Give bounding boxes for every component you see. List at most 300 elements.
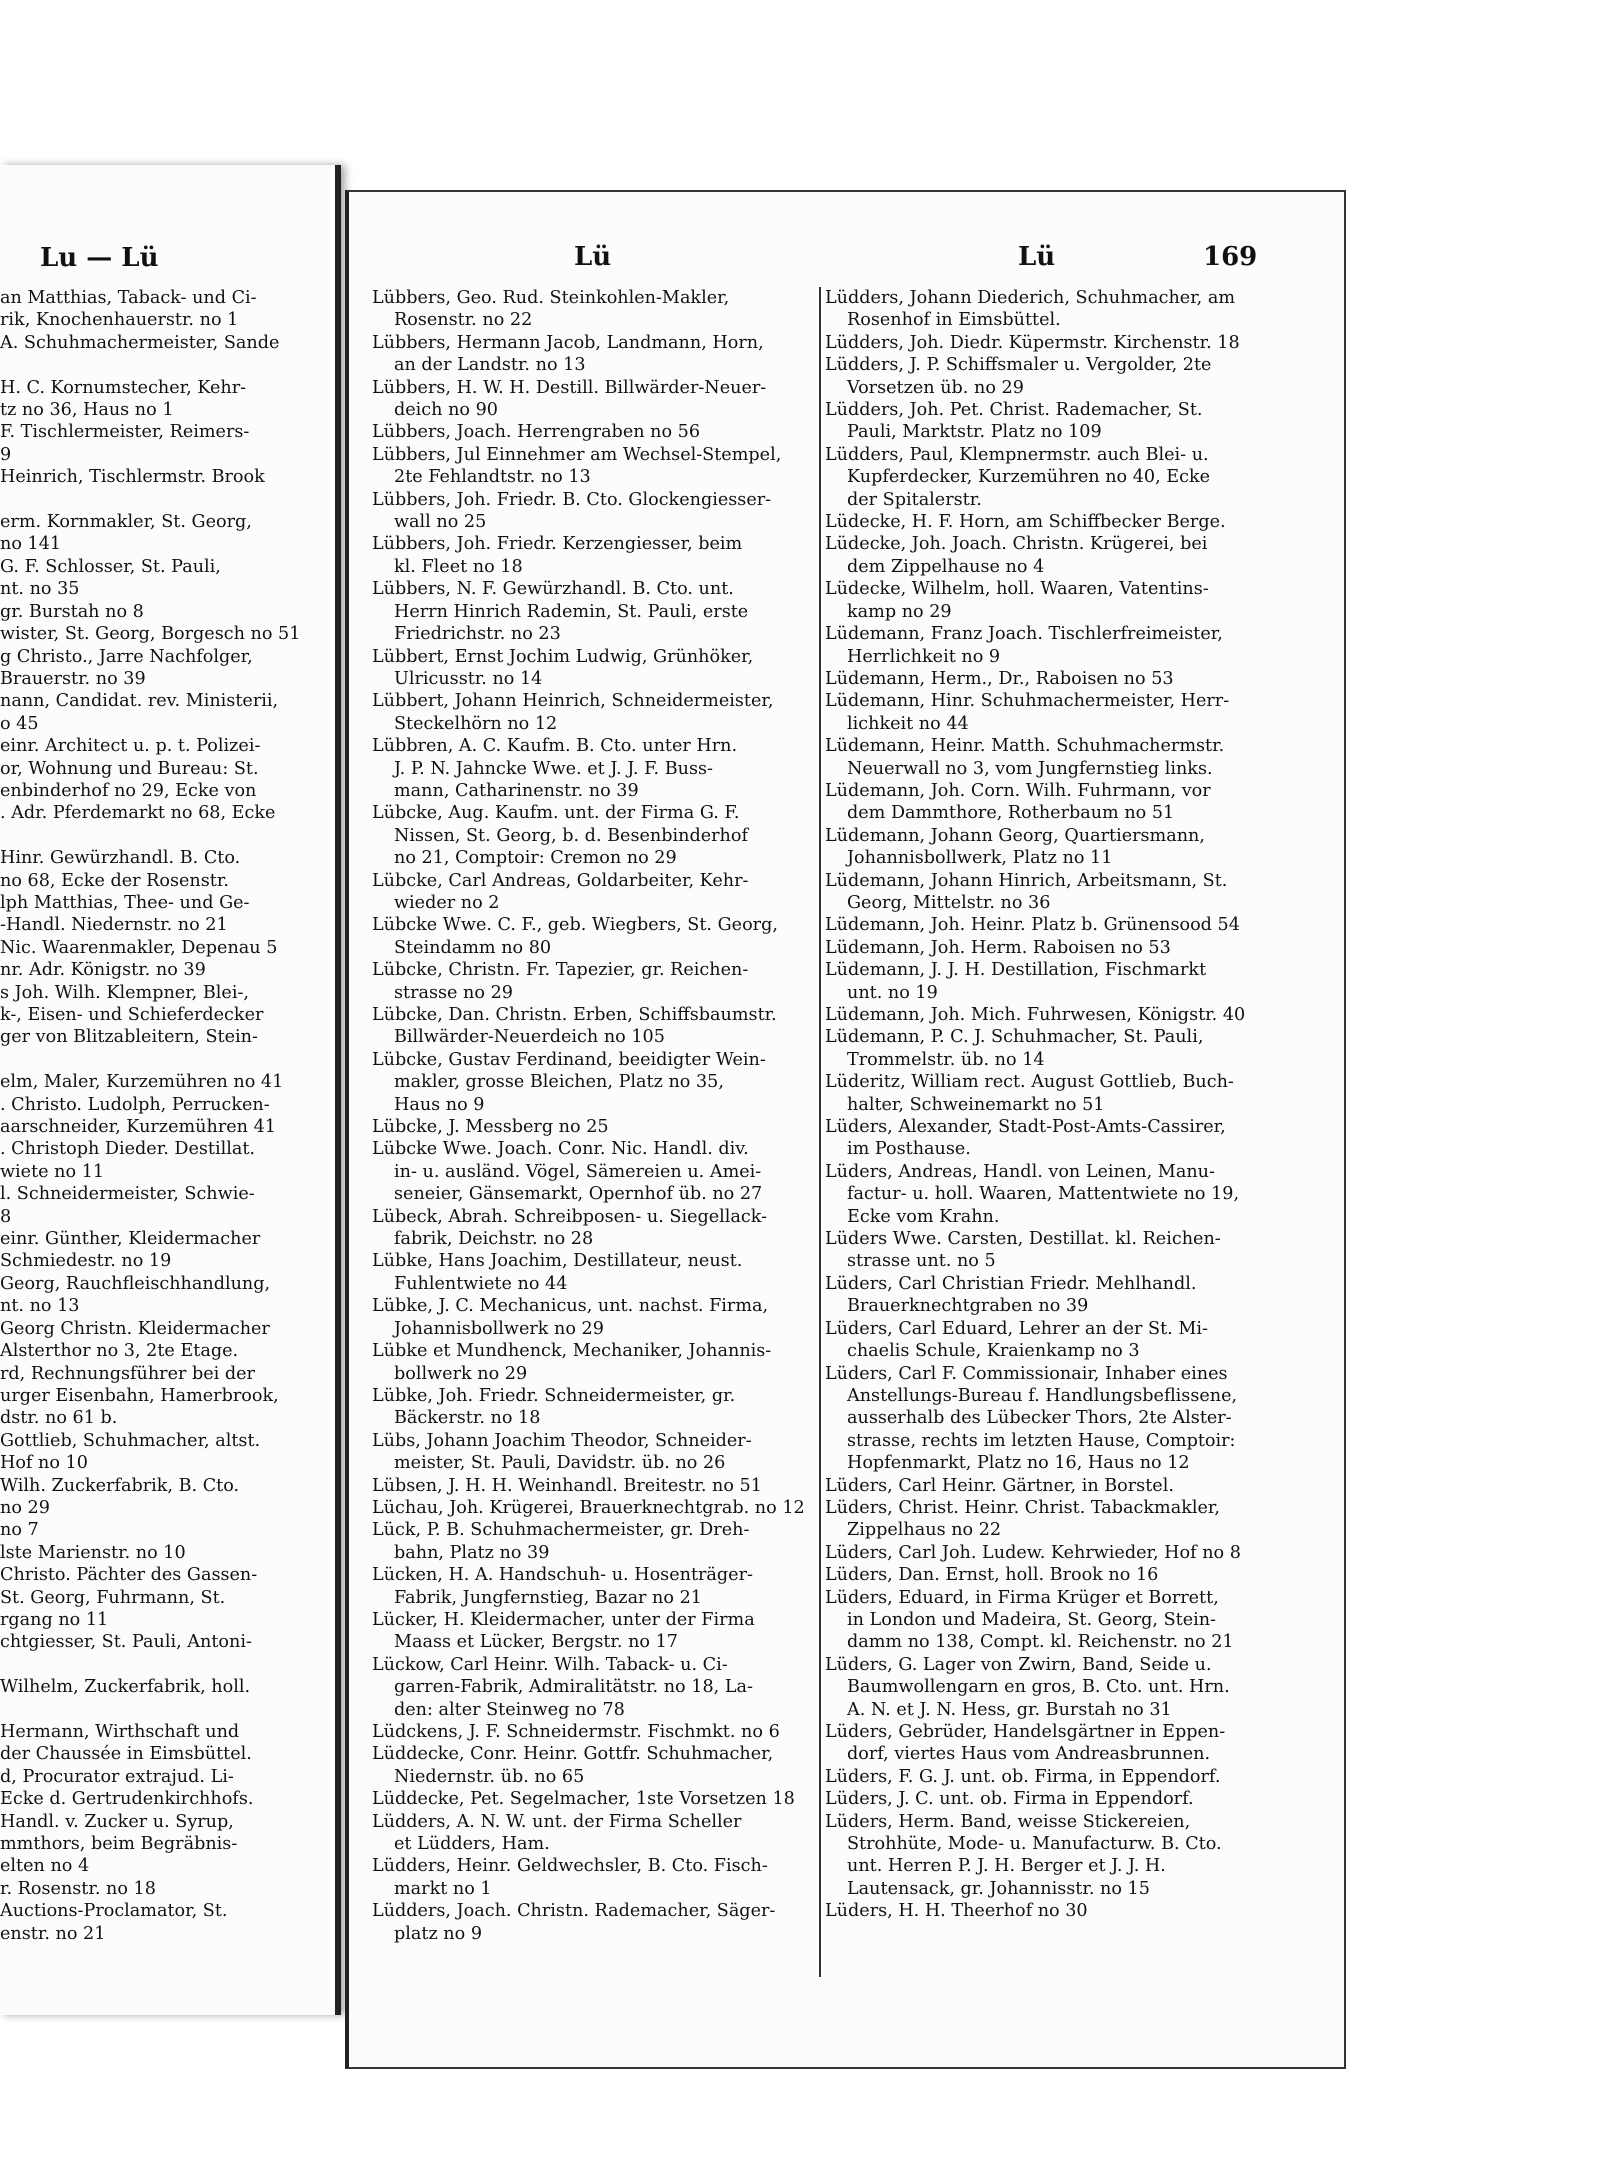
text-line: wiete no 11 <box>0 1161 105 1182</box>
entry-continuation-line: Johannisbollwerk, Platz no 11 <box>847 848 1113 869</box>
entry-continuation-line: Zippelhaus no 22 <box>847 1520 1002 1541</box>
entry-continuation-line: A. N. et J. N. Hess, gr. Burstah no 31 <box>847 1699 1172 1720</box>
directory-entry <box>372 1295 812 1340</box>
entry-name-line: Lückow, Carl Heinr. Wilh. Taback- u. Ci- <box>372 1654 728 1675</box>
entry-name-line: Lüderitz, William rect. August Gottlieb, Buch- <box>825 1072 1234 1093</box>
directory-entry <box>372 1743 812 1788</box>
directory-entry <box>372 959 812 1004</box>
entry-continuation-line: Steckelhörn no 12 <box>394 713 558 734</box>
directory-entry <box>372 1609 812 1654</box>
entry-name-line: Lüders, Christ. Heinr. Christ. Tabackmakler, <box>825 1497 1220 1518</box>
text-line: . Christo. Ludolph, Perrucken- <box>0 1094 270 1115</box>
directory-column-2 <box>825 287 1270 1923</box>
text-line: Georg Christn. Kleidermacher <box>0 1318 270 1339</box>
directory-entry <box>825 959 1270 1004</box>
text-line: nt. no 35 <box>0 579 80 600</box>
entry-name-line: Lüders, Herm. Band, weisse Stickereien, <box>825 1811 1191 1832</box>
text-line: Handl. v. Zucker u. Syrup, <box>0 1811 234 1832</box>
entry-name-line: Lübke et Mundhenck, Mechaniker, Johannis- <box>372 1341 772 1362</box>
directory-entry <box>372 533 812 578</box>
entry-continuation-line: Herrlichkeit no 9 <box>847 646 1001 667</box>
entry-name-line: Lübke, Joh. Friedr. Schneidermeister, gr. <box>372 1385 736 1406</box>
text-line: o 45 <box>0 713 39 734</box>
entry-name-line: Lübbers, Joh. Friedr. B. Cto. Glockengiesser- <box>372 489 772 510</box>
entry-continuation-line: ausserhalb des Lübecker Thors, 2te Alster- <box>847 1408 1232 1429</box>
entry-name-line: Lück, P. B. Schuhmachermeister, gr. Dreh- <box>372 1520 750 1541</box>
entry-name-line: Lüdemann, Johann Hinrich, Arbeitsmann, St. <box>825 870 1228 891</box>
directory-entry <box>372 1206 812 1251</box>
entry-continuation-line: Pauli, Marktstr. Platz no 109 <box>847 422 1102 443</box>
entry-name-line: Lübeck, Abrah. Schreibposen- u. Siegellack- <box>372 1206 768 1227</box>
text-line: nr. Adr. Königstr. no 39 <box>0 960 206 981</box>
column-rule <box>819 287 821 1977</box>
text-line: enstr. no 21 <box>0 1923 106 1944</box>
entry-name-line: Lübcke, Christn. Fr. Tapezier, gr. Reichen- <box>372 960 749 981</box>
entry-name-line: Lübcke, Gustav Ferdinand, beeidigter Wein- <box>372 1049 766 1070</box>
directory-entry <box>825 1004 1270 1026</box>
text-line: G. F. Schlosser, St. Pauli, <box>0 556 221 577</box>
directory-entry <box>825 870 1270 915</box>
entry-name-line: Lüders, J. C. unt. ob. Firma in Eppendorf. <box>825 1789 1194 1810</box>
directory-entry <box>372 489 812 534</box>
text-line <box>0 1049 310 1071</box>
text-line: mmthors, beim Begräbnis- <box>0 1834 238 1855</box>
entry-name-line: Lüders, Dan. Ernst, holl. Brook no 16 <box>825 1565 1159 1586</box>
directory-entry <box>825 1721 1270 1766</box>
entry-continuation-line: makler, grosse Bleichen, Platz no 35, <box>394 1072 724 1093</box>
entry-continuation-line: Anstellungs-Bureau f. Handlungsbeflissene, <box>847 1385 1238 1406</box>
entry-name-line: Lübbers, H. W. H. Destill. Billwärder-Neuer- <box>372 377 767 398</box>
directory-entry <box>825 825 1270 870</box>
text-line: -Handl. Niedernstr. no 21 <box>0 915 228 936</box>
left-page-text <box>0 287 310 1945</box>
text-line: Wilhelm, Zuckerfabrik, holl. <box>0 1677 251 1698</box>
directory-entry <box>825 1587 1270 1654</box>
entry-name-line: Lüchau, Joh. Krügerei, Brauerknechtgrab. no 12 <box>372 1497 805 1518</box>
text-line: lph Matthias, Thee- und Ge- <box>0 892 250 913</box>
entry-continuation-line: Niedernstr. üb. no 65 <box>394 1766 585 1787</box>
text-line: Gottlieb, Schuhmacher, altst. <box>0 1430 261 1451</box>
directory-entry <box>825 1497 1270 1542</box>
entry-continuation-line: dem Zippelhause no 4 <box>847 556 1045 577</box>
entry-name-line: Lübbers, Joh. Friedr. Kerzengiesser, beim <box>372 534 743 555</box>
directory-entry <box>372 1788 812 1810</box>
entry-continuation-line: markt no 1 <box>394 1878 492 1899</box>
directory-entry <box>372 870 812 915</box>
entry-continuation-line: garren-Fabrik, Admiralitätstr. no 18, La- <box>394 1677 753 1698</box>
entry-name-line: Lüdckens, J. F. Schneidermstr. Fischmkt. no 6 <box>372 1722 780 1742</box>
text-line: no 141 <box>0 534 62 555</box>
directory-entry <box>372 332 812 377</box>
entry-name-line: Lüdders, Heinr. Geldwechsler, B. Cto. Fisch- <box>372 1856 768 1877</box>
directory-entry <box>825 533 1270 578</box>
directory-entry <box>825 332 1270 354</box>
directory-entry <box>825 1228 1270 1273</box>
entry-continuation-line: lichkeit no 44 <box>847 713 969 734</box>
directory-entry <box>372 1811 812 1856</box>
entry-continuation-line: Herrn Hinrich Rademin, St. Pauli, erste <box>394 601 749 622</box>
entry-name-line: Lübbers, Joach. Herrengraben no 56 <box>372 422 701 443</box>
entry-continuation-line: Ulricusstr. no 14 <box>394 668 543 689</box>
entry-continuation-line: Friedrichstr. no 23 <box>394 624 561 645</box>
header-right: Lü <box>1018 242 1056 272</box>
entry-continuation-line: Lautensack, gr. Johannisstr. no 15 <box>847 1878 1150 1899</box>
text-line: dstr. no 61 b. <box>0 1408 118 1429</box>
text-line <box>0 1699 310 1721</box>
entry-continuation-line: chaelis Schule, Kraienkamp no 3 <box>847 1341 1140 1362</box>
directory-entry <box>825 1116 1270 1161</box>
directory-entry <box>825 287 1270 332</box>
text-line: Hinr. Gewürzhandl. B. Cto. <box>0 848 241 869</box>
text-line <box>0 354 310 376</box>
right-page <box>345 190 1346 2069</box>
entry-continuation-line: dorf, viertes Haus vom Andreasbrunnen. <box>847 1744 1211 1765</box>
text-line: Wilh. Zuckerfabrik, B. Cto. <box>0 1475 240 1496</box>
entry-name-line: Lübbers, N. F. Gewürzhandl. B. Cto. unt. <box>372 579 734 600</box>
entry-name-line: Lüdemann, P. C. J. Schuhmacher, St. Pauli, <box>825 1027 1204 1048</box>
text-line: no 29 <box>0 1497 50 1518</box>
entry-continuation-line: an der Landstr. no 13 <box>394 355 586 376</box>
text-line: erm. Kornmakler, St. Georg, <box>0 512 252 533</box>
directory-entry <box>372 1004 812 1049</box>
entry-continuation-line: im Posthause. <box>847 1139 971 1160</box>
directory-entry <box>372 646 812 691</box>
entry-name-line: Lüddecke, Conr. Heinr. Gottfr. Schuhmacher, <box>372 1744 774 1765</box>
text-line <box>0 1654 310 1676</box>
entry-continuation-line: Neuerwall no 3, vom Jungfernstieg links. <box>847 758 1213 779</box>
entry-name-line: Lüders, Alexander, Stadt-Post-Amts-Cassirer, <box>825 1117 1226 1138</box>
text-line: rik, Knochenhauerstr. no 1 <box>0 310 239 331</box>
entry-name-line: Lüders, Carl Christian Friedr. Mehlhandl. <box>825 1273 1197 1294</box>
directory-entry <box>372 1855 812 1900</box>
entry-name-line: Lüdders, Joh. Diedr. Küpermstr. Kirchenstr. 18 <box>825 332 1240 353</box>
text-line: enbinderhof no 29, Ecke von <box>0 780 257 801</box>
text-line: Brauerstr. no 39 <box>0 668 146 689</box>
entry-continuation-line: dem Dammthore, Rotherbaum no 51 <box>847 803 1175 824</box>
entry-name-line: Lüders, Eduard, in Firma Krüger et Borrett, <box>825 1587 1219 1608</box>
directory-entry <box>825 1026 1270 1071</box>
directory-entry <box>825 937 1270 959</box>
entry-name-line: Lüdemann, Johann Georg, Quartiersmann, <box>825 825 1205 846</box>
entry-continuation-line: Kupferdecker, Kurzemühren no 40, Ecke <box>847 467 1211 488</box>
entry-name-line: Lüdders, J. P. Schiffsmaler u. Vergolder, 2te <box>825 355 1212 376</box>
entry-continuation-line: Trommelstr. üb. no 14 <box>847 1049 1045 1070</box>
left-page-header: Lu — Lü <box>40 243 159 273</box>
text-line: ger von Blitzableitern, Stein- <box>0 1027 258 1048</box>
entry-continuation-line: bollwerk no 29 <box>394 1363 528 1384</box>
text-line: chtgiesser, St. Pauli, Antoni- <box>0 1632 252 1653</box>
entry-name-line: Lüdemann, Franz Joach. Tischlerfreimeister, <box>825 624 1223 645</box>
entry-continuation-line: Steindamm no 80 <box>394 937 552 958</box>
text-line: Schmiedestr. no 19 <box>0 1251 172 1272</box>
entry-name-line: Lüders, Carl F. Commissionair, Inhaber eines <box>825 1363 1228 1384</box>
text-line: no 7 <box>0 1520 39 1541</box>
entry-name-line: Lüders, Carl Eduard, Lehrer an der St. Mi- <box>825 1318 1208 1339</box>
entry-continuation-line: wall no 25 <box>394 512 487 533</box>
directory-entry <box>372 377 812 422</box>
directory-entry <box>372 1721 812 1743</box>
directory-entry <box>372 1385 812 1430</box>
entry-continuation-line: unt. Herren P. J. H. Berger et J. J. H. <box>847 1856 1166 1877</box>
text-line: Nic. Waarenmakler, Depenau 5 <box>0 937 278 958</box>
directory-entry <box>372 690 812 735</box>
entry-continuation-line: Billwärder-Neuerdeich no 105 <box>394 1027 665 1048</box>
text-line: einr. Architect u. p. t. Polizei- <box>0 736 261 757</box>
entry-name-line: Lüdemann, Hinr. Schuhmachermeister, Herr- <box>825 691 1230 712</box>
directory-entry <box>825 1273 1270 1318</box>
directory-entry <box>825 1788 1270 1810</box>
entry-name-line: Lüders, H. H. Theerhof no 30 <box>825 1901 1088 1922</box>
text-line: H. C. Kornumstecher, Kehr- <box>0 377 247 398</box>
text-line: Hof no 10 <box>0 1453 88 1474</box>
directory-entry <box>825 1900 1270 1922</box>
directory-entry <box>825 399 1270 444</box>
directory-entry <box>825 1564 1270 1586</box>
text-line: A. Schuhmachermeister, Sande <box>0 332 280 353</box>
entry-continuation-line: strasse, rechts im letzten Hause, Comptoir: <box>847 1430 1236 1451</box>
directory-entry <box>372 421 812 443</box>
entry-continuation-line: Rosenstr. no 22 <box>394 310 533 331</box>
text-line: l. Schneidermeister, Schwie- <box>0 1184 255 1205</box>
entry-continuation-line: Strohhüte, Mode- u. Manufacturw. B. Cto. <box>847 1834 1222 1855</box>
entry-continuation-line: kamp no 29 <box>847 601 952 622</box>
directory-entry <box>372 1116 812 1138</box>
header-left: Lü <box>574 242 612 272</box>
entry-name-line: Lüdders, A. N. W. unt. der Firma Scheller <box>372 1811 742 1832</box>
entry-name-line: Lübsen, J. H. H. Weinhandl. Breitestr. no 51 <box>372 1475 762 1496</box>
directory-entry <box>825 1475 1270 1497</box>
directory-entry <box>372 1049 812 1116</box>
entry-continuation-line: unt. no 19 <box>847 982 938 1003</box>
entry-name-line: Lübcke, Aug. Kaufm. unt. der Firma G. F. <box>372 803 740 824</box>
text-line: Georg, Rauchfleischhandlung, <box>0 1273 271 1294</box>
text-line: Hermann, Wirthschaft und <box>0 1722 240 1742</box>
entry-name-line: Lüders, F. G. J. unt. ob. Firma, in Eppendorf. <box>825 1766 1221 1787</box>
directory-entry <box>372 1564 812 1609</box>
text-line: wister, St. Georg, Borgesch no 51 <box>0 624 301 645</box>
entry-continuation-line: platz no 9 <box>394 1923 483 1944</box>
directory-entry <box>372 735 812 802</box>
entry-name-line: Lüders, Andreas, Handl. von Leinen, Manu- <box>825 1161 1215 1182</box>
text-line: no 68, Ecke der Rosenstr. <box>0 870 229 891</box>
entry-continuation-line: den: alter Steinweg no 78 <box>394 1699 625 1720</box>
entry-name-line: Lüders, G. Lager von Zwirn, Band, Seide u. <box>825 1654 1212 1675</box>
text-line: tz no 36, Haus no 1 <box>0 400 174 421</box>
entry-continuation-line: strasse no 29 <box>394 982 513 1003</box>
entry-continuation-line: Bäckerstr. no 18 <box>394 1408 541 1429</box>
text-line: einr. Günther, Kleidermacher <box>0 1229 261 1250</box>
text-line: elm, Maler, Kurzemühren no 41 <box>0 1072 284 1093</box>
entry-continuation-line: kl. Fleet no 18 <box>394 556 523 577</box>
text-line: 8 <box>0 1206 12 1227</box>
entry-continuation-line: Haus no 9 <box>394 1094 485 1115</box>
entry-continuation-line: fabrik, Deichstr. no 28 <box>394 1229 594 1250</box>
text-line: g Christo., Jarre Nachfolger, <box>0 646 253 667</box>
text-line: der Chaussée in Eimsbüttel. <box>0 1744 252 1765</box>
directory-entry <box>372 1654 812 1721</box>
entry-name-line: Lübbert, Johann Heinrich, Schneidermeister, <box>372 691 774 712</box>
entry-continuation-line: mann, Catharinenstr. no 39 <box>394 780 639 801</box>
directory-entry <box>825 1542 1270 1564</box>
entry-name-line: Lüdemann, J. J. H. Destillation, Fischmarkt <box>825 960 1207 981</box>
entry-continuation-line: Nissen, St. Georg, b. d. Besenbinderhof <box>394 825 748 846</box>
entry-continuation-line: Ecke vom Krahn. <box>847 1206 1000 1227</box>
directory-column-1 <box>372 287 812 1945</box>
entry-name-line: Lüders, Gebrüder, Handelsgärtner in Eppen- <box>825 1722 1226 1742</box>
text-line: rgang no 11 <box>0 1609 109 1630</box>
text-line: Auctions-Proclamator, St. <box>0 1901 228 1922</box>
entry-name-line: Lüdders, Joh. Pet. Christ. Rademacher, St. <box>825 400 1203 421</box>
entry-name-line: Lüdders, Joach. Christn. Rademacher, Säger- <box>372 1901 776 1922</box>
entry-continuation-line: halter, Schweinemarkt no 51 <box>847 1094 1105 1115</box>
directory-entry <box>825 914 1270 936</box>
text-line: . Adr. Pferdemarkt no 68, Ecke <box>0 803 276 824</box>
directory-entry <box>372 1250 812 1295</box>
entry-continuation-line: Fuhlentwiete no 44 <box>394 1273 568 1294</box>
entry-continuation-line: der Spitalerstr. <box>847 489 982 510</box>
directory-entry <box>825 1654 1270 1721</box>
text-line: Alsterthor no 3, 2te Etage. <box>0 1341 239 1362</box>
text-line: Christo. Pächter des Gassen- <box>0 1565 258 1586</box>
text-line: d, Procurator extrajud. Li- <box>0 1766 234 1787</box>
directory-entry <box>825 690 1270 735</box>
entry-continuation-line: bahn, Platz no 39 <box>394 1542 550 1563</box>
entry-continuation-line: Vorsetzen üb. no 29 <box>847 377 1024 398</box>
entry-name-line: Lüdemann, Herm., Dr., Raboisen no 53 <box>825 668 1174 689</box>
text-line: St. Georg, Fuhrmann, St. <box>0 1587 226 1608</box>
entry-name-line: Lübbert, Ernst Jochim Ludwig, Grünhöker, <box>372 646 754 667</box>
entry-continuation-line: Maass et Lücker, Bergstr. no 17 <box>394 1632 678 1653</box>
entry-name-line: Lücker, H. Kleidermacher, unter der Firma <box>372 1609 755 1630</box>
directory-entry <box>372 1900 812 1945</box>
directory-entry <box>825 780 1270 825</box>
text-line: k-, Eisen- und Schieferdecker <box>0 1005 264 1025</box>
entry-name-line: Lüdecke, Joh. Joach. Christn. Krügerei, bei <box>825 534 1208 555</box>
directory-entry <box>825 1363 1270 1475</box>
entry-continuation-line: Rosenhof in Eimsbüttel. <box>847 310 1061 331</box>
entry-name-line: Lübcke, J. Messberg no 25 <box>372 1117 609 1138</box>
text-line: aarschneider, Kurzemühren 41 <box>0 1117 276 1138</box>
entry-continuation-line: strasse unt. no 5 <box>847 1251 996 1272</box>
text-line: s Joh. Wilh. Klempner, Blei-, <box>0 982 249 1003</box>
entry-continuation-line: damm no 138, Compt. kl. Reichenstr. no 21 <box>847 1632 1234 1653</box>
text-line: or, Wohnung und Bureau: St. <box>0 758 259 779</box>
entry-name-line: Lüders, Carl Joh. Ludew. Kehrwieder, Hof no 8 <box>825 1542 1241 1563</box>
entry-continuation-line: wieder no 2 <box>394 892 500 913</box>
entry-name-line: Lüdders, Johann Diederich, Schuhmacher, am <box>825 288 1236 308</box>
page-number: 169 <box>1203 242 1258 272</box>
entry-continuation-line: J. P. N. Jahncke Wwe. et J. J. F. Buss- <box>394 758 713 779</box>
entry-name-line: Lübs, Johann Joachim Theodor, Schneider- <box>372 1430 752 1451</box>
entry-name-line: Lübcke Wwe. C. F., geb. Wiegbers, St. Georg, <box>372 915 778 936</box>
text-line: Heinrich, Tischlermstr. Brook <box>0 467 265 488</box>
text-line: r. Rosenstr. no 18 <box>0 1878 156 1899</box>
text-line: urger Eisenbahn, Hamerbrook, <box>0 1385 279 1406</box>
entry-continuation-line: 2te Fehlandtstr. no 13 <box>394 467 591 488</box>
text-line: 9 <box>0 444 12 465</box>
entry-name-line: Lüdecke, H. F. Horn, am Schiffbecker Berge. <box>825 512 1226 533</box>
directory-entry <box>825 1161 1270 1228</box>
directory-entry <box>825 735 1270 780</box>
entry-name-line: Lübbers, Geo. Rud. Steinkohlen-Makler, <box>372 288 730 308</box>
entry-continuation-line: et Lüdders, Ham. <box>394 1834 550 1855</box>
directory-entry <box>825 578 1270 623</box>
directory-entry <box>372 1475 812 1497</box>
directory-entry <box>372 914 812 959</box>
entry-continuation-line: in- u. ausländ. Vögel, Sämereien u. Amei- <box>394 1161 762 1182</box>
entry-name-line: Lüdders, Paul, Klempnermstr. auch Blei- u. <box>825 444 1209 465</box>
entry-name-line: Lüdemann, Joh. Mich. Fuhrwesen, Königstr. 40 <box>825 1005 1246 1025</box>
entry-name-line: Lüdemann, Joh. Herm. Raboisen no 53 <box>825 937 1171 958</box>
text-line: . Christoph Dieder. Destillat. <box>0 1139 256 1160</box>
text-line: rd, Rechnungsführer bei der <box>0 1363 255 1384</box>
directory-entry <box>825 1071 1270 1116</box>
directory-entry <box>372 444 812 489</box>
entry-continuation-line: Georg, Mittelstr. no 36 <box>847 892 1051 913</box>
directory-entry <box>372 802 812 869</box>
directory-entry <box>825 1318 1270 1363</box>
directory-entry <box>372 1138 812 1205</box>
entry-name-line: Lüdemann, Joh. Corn. Wilh. Fuhrmann, vor <box>825 780 1211 801</box>
entry-name-line: Lüdecke, Wilhelm, holl. Waaren, Vatentins- <box>825 579 1209 600</box>
text-line: lste Marienstr. no 10 <box>0 1542 186 1563</box>
entry-name-line: Lübke, Hans Joachim, Destillateur, neust. <box>372 1251 743 1272</box>
text-line: Ecke d. Gertrudenkirchhofs. <box>0 1789 254 1810</box>
left-page <box>0 165 341 2015</box>
directory-entry <box>372 1497 812 1519</box>
directory-entry <box>372 287 812 332</box>
entry-continuation-line: Baumwollengarn en gros, B. Cto. unt. Hrn. <box>847 1677 1230 1698</box>
entry-name-line: Lübcke Wwe. Joach. Conr. Nic. Handl. div. <box>372 1139 749 1160</box>
directory-entry <box>825 623 1270 668</box>
entry-continuation-line: seneier, Gänsemarkt, Opernhof üb. no 27 <box>394 1184 763 1205</box>
entry-name-line: Lüdemann, Joh. Heinr. Platz b. Grünensood 54 <box>825 915 1240 936</box>
text-line <box>0 489 310 511</box>
entry-continuation-line: no 21, Comptoir: Cremon no 29 <box>394 848 677 869</box>
directory-entry <box>372 1519 812 1564</box>
entry-continuation-line: Brauerknechtgraben no 39 <box>847 1296 1089 1317</box>
directory-entry <box>825 511 1270 533</box>
directory-entry <box>825 354 1270 399</box>
text-line <box>0 825 310 847</box>
text-line: elten no 4 <box>0 1856 90 1877</box>
text-line: nt. no 13 <box>0 1296 80 1317</box>
entry-continuation-line: meister, St. Pauli, Davidstr. üb. no 26 <box>394 1453 726 1474</box>
text-line: an Matthias, Taback- und Ci- <box>0 288 257 308</box>
text-line: F. Tischlermeister, Reimers- <box>0 422 250 443</box>
entry-name-line: Lüddecke, Pet. Segelmacher, 1ste Vorsetzen 18 <box>372 1789 795 1810</box>
entry-name-line: Lübbren, A. C. Kaufm. B. Cto. unter Hrn. <box>372 736 738 757</box>
entry-continuation-line: in London und Madeira, St. Georg, Stein- <box>847 1609 1217 1630</box>
entry-continuation-line: Johannisbollwerk no 29 <box>394 1318 604 1339</box>
text-line: gr. Burstah no 8 <box>0 601 144 622</box>
entry-continuation-line: deich no 90 <box>394 400 498 421</box>
entry-name-line: Lücken, H. A. Handschuh- u. Hosenträger- <box>372 1565 753 1586</box>
entry-name-line: Lüders Wwe. Carsten, Destillat. kl. Reichen- <box>825 1229 1221 1250</box>
directory-entry <box>372 1430 812 1475</box>
directory-entry <box>372 1340 812 1385</box>
entry-continuation-line: Hopfenmarkt, Platz no 16, Haus no 12 <box>847 1453 1190 1474</box>
entry-continuation-line: factur- u. holl. Waaren, Mattentwiete no 19, <box>847 1184 1240 1205</box>
text-line: nann, Candidat. rev. Ministerii, <box>0 691 279 712</box>
entry-name-line: Lübcke, Carl Andreas, Goldarbeiter, Kehr- <box>372 870 749 891</box>
directory-entry <box>825 668 1270 690</box>
entry-name-line: Lübcke, Dan. Christn. Erben, Schiffsbaumstr. <box>372 1005 777 1025</box>
entry-name-line: Lüders, Carl Heinr. Gärtner, in Borstel. <box>825 1475 1174 1496</box>
entry-continuation-line: Fabrik, Jungfernstieg, Bazar no 21 <box>394 1587 702 1608</box>
directory-entry <box>825 1766 1270 1788</box>
entry-name-line: Lübbers, Hermann Jacob, Landmann, Horn, <box>372 332 764 353</box>
